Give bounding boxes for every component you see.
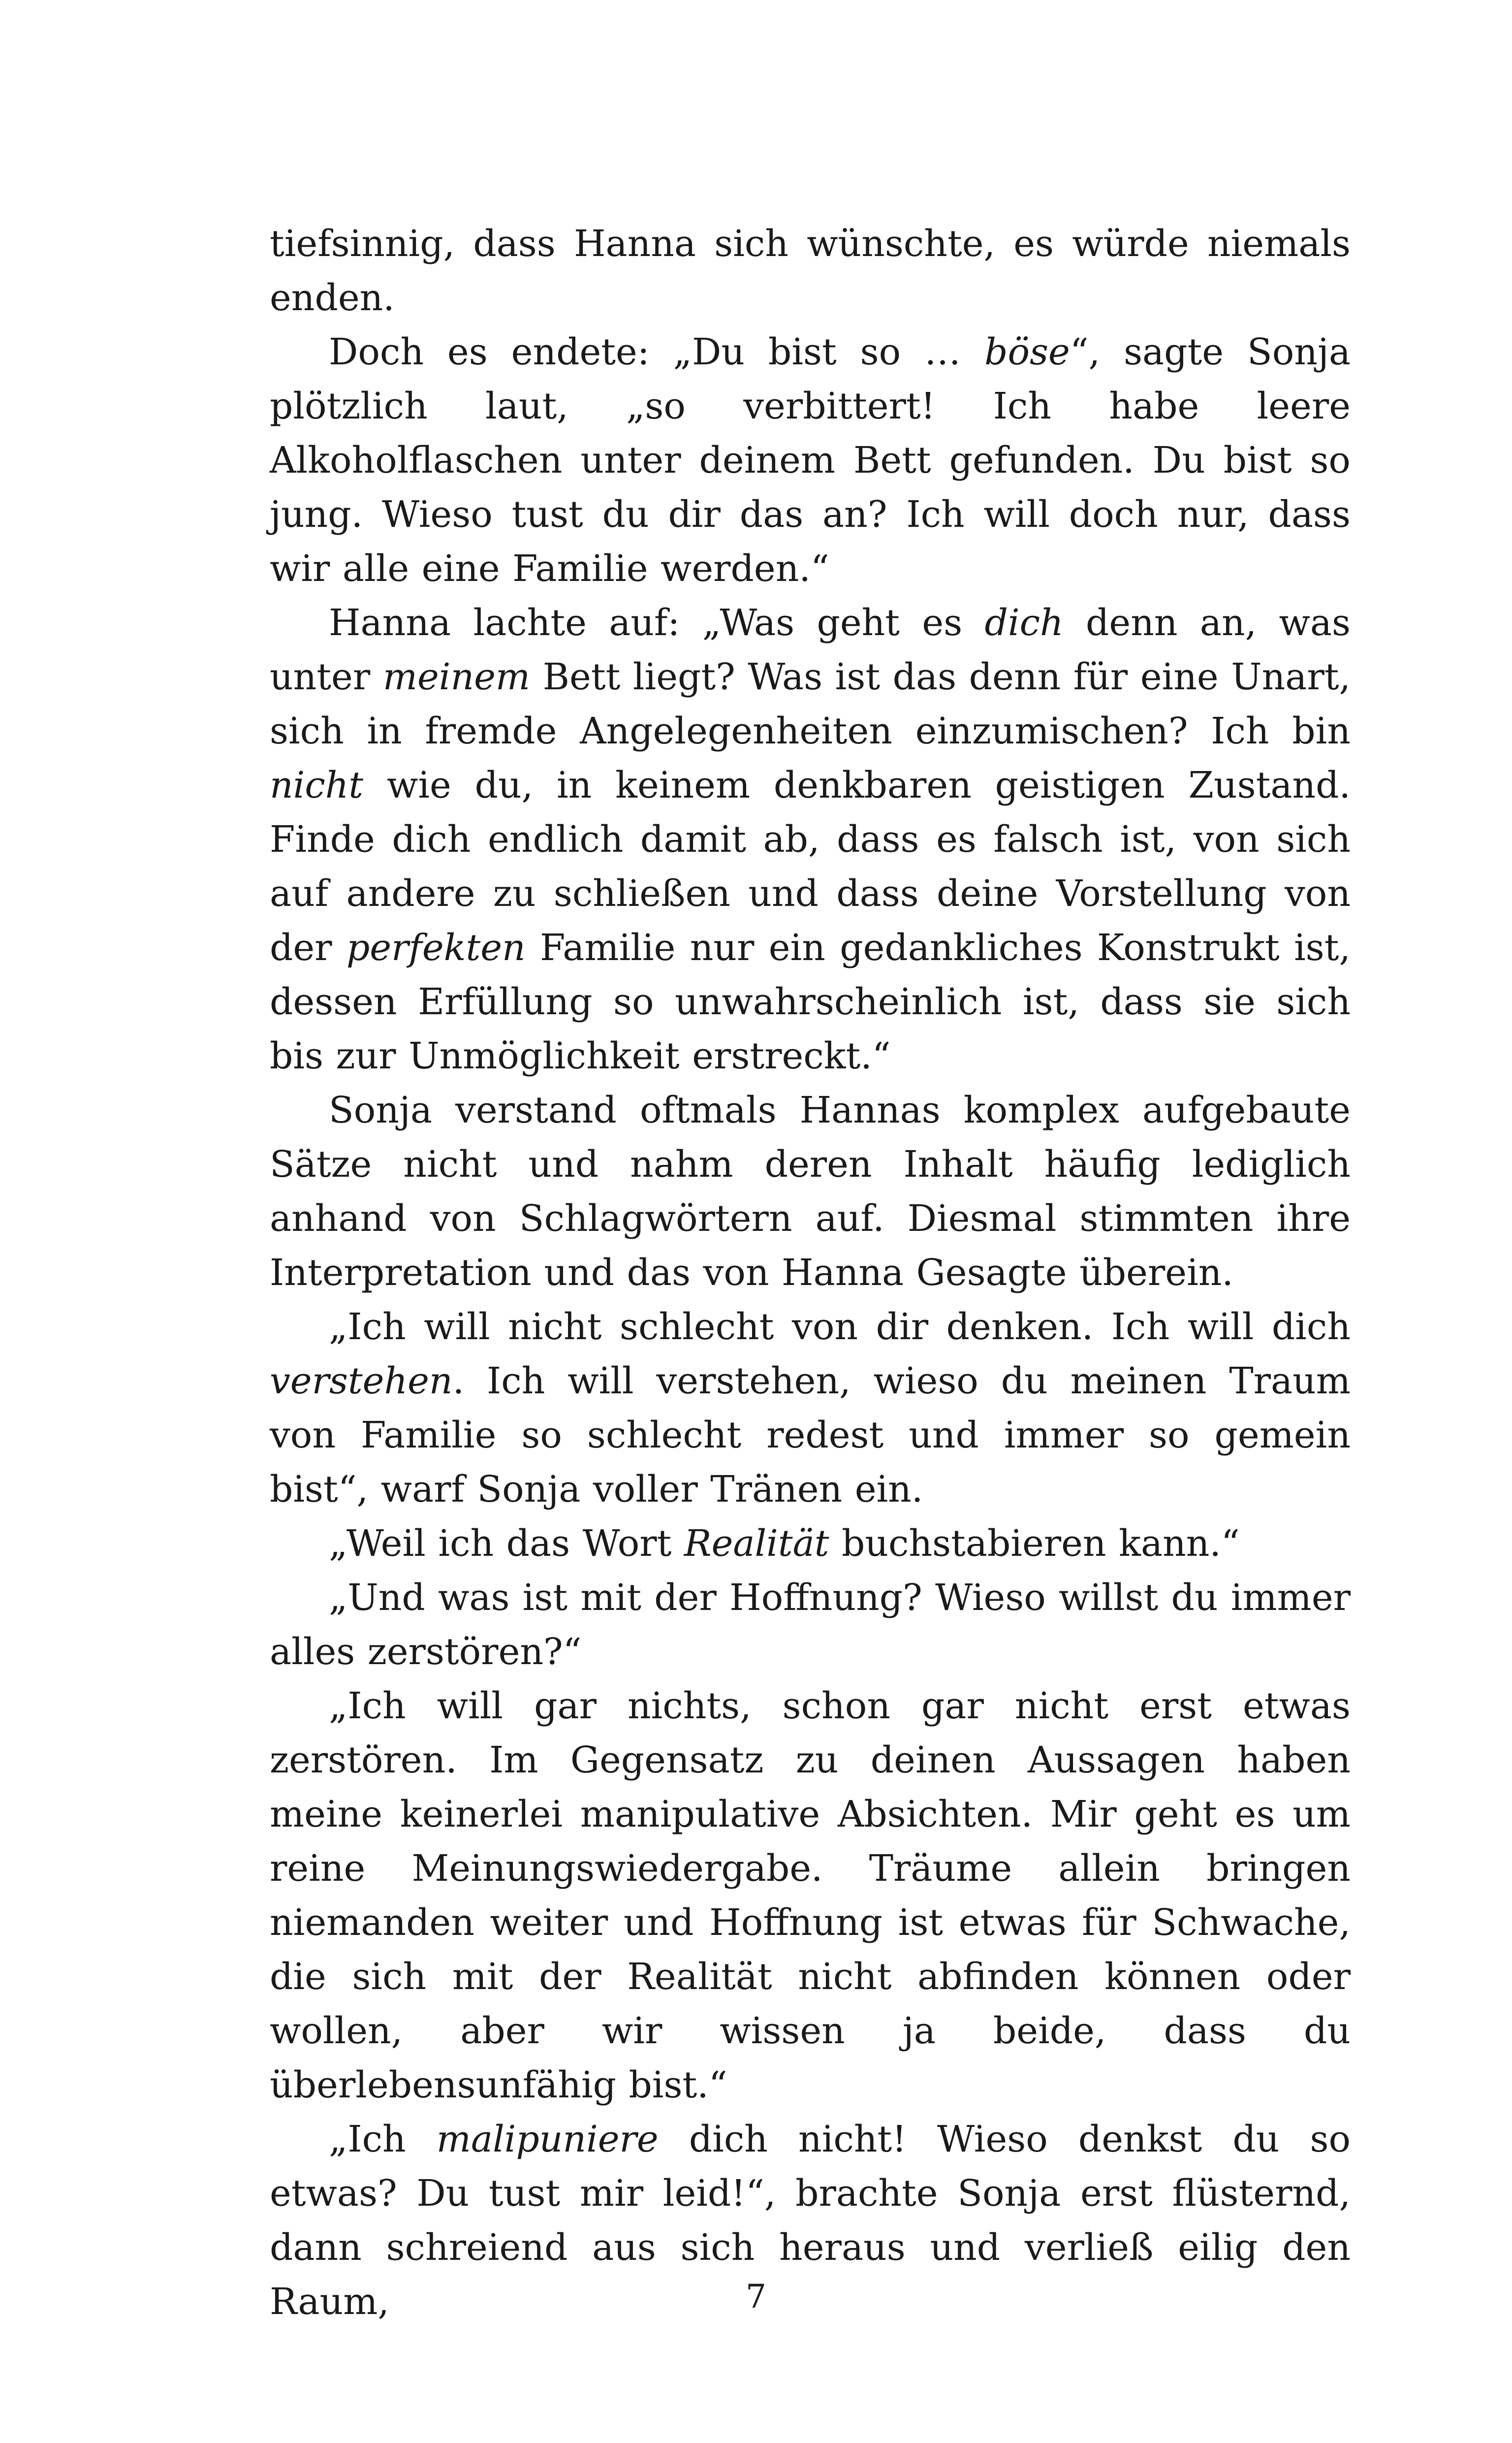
text-segment: „Und was ist mit der Hoffnung? Wieso willst du immer alles zerstören?“ — [270, 1576, 1351, 1673]
text-segment: “, sagte Sonja plötzlich laut, „so verbittert! Ich habe leere Alkoholflaschen unter deinem Bett gefunden. Du bist so jung. Wieso tust du dir das an? Ich will doch nur, dass wir alle eine Familie werden.“ — [270, 331, 1351, 590]
text-segment: Familie nur ein gedankliches Konstrukt ist, dessen Erfüllung so unwahrscheinlich ist, dass sie sich bis zur Unmöglichkeit erstreckt.“ — [270, 927, 1351, 1077]
paragraph — [270, 1300, 1351, 1516]
text-segment: „Ich will nicht schlecht von dir denken. Ich will dich — [329, 1306, 1351, 1348]
text-segment: „Ich — [329, 2118, 437, 2160]
paragraph — [270, 1571, 1351, 1679]
text-segment: tiefsinnig, dass Hanna sich wünschte, es würde niemals enden. — [270, 223, 1351, 319]
paragraph — [270, 325, 1351, 596]
text-segment: Bett liegt? Was ist das denn für eine Unart, sich in fremde Angelegenheiten einzumischen? Ich bin — [270, 656, 1351, 752]
italic-text-segment: verstehen — [270, 1360, 453, 1402]
italic-text-segment: böse — [984, 331, 1070, 373]
paragraph — [270, 217, 1351, 325]
text-segment: dich nicht! Wieso denkst du so etwas? Du tust mir leid!“, brachte Sonja erst flüsternd, dann schreiend aus sich heraus und verließ eilig den Raum, — [270, 2118, 1351, 2323]
body-text — [270, 217, 1351, 2329]
italic-text-segment: perfekten — [346, 927, 526, 969]
text-segment: wie du, in keinem denkbaren geistigen Zustand. Finde dich endlich damit ab, dass es falsch ist, von sich auf andere zu schließen und dass deine Vorstellung von der — [270, 764, 1351, 969]
text-segment: Sonja verstand oftmals Hannas komplex aufgebaute Sätze nicht und nahm deren Inhalt häufig lediglich anhand von Schlagwörtern auf. Diesmal stimmten ihre Interpretation und das von Hanna Gesagte überein. — [270, 1089, 1351, 1294]
text-segment: Doch es endete: „Du bist so … — [329, 331, 985, 373]
text-segment: denn an, was unter — [270, 602, 1351, 698]
paragraph — [270, 1679, 1351, 2112]
italic-text-segment: dich — [984, 602, 1064, 644]
italic-text-segment: meinem — [382, 656, 531, 698]
italic-text-segment: nicht — [270, 764, 364, 806]
text-segment: buchstabieren kann.“ — [829, 1522, 1240, 1565]
italic-text-segment: malipuniere — [436, 2118, 659, 2160]
text-segment: Hanna lachte auf: „Was geht es — [329, 602, 985, 644]
text-segment: „Weil ich das Wort — [329, 1522, 684, 1565]
paragraph — [270, 1516, 1351, 1571]
paragraph — [270, 1083, 1351, 1300]
text-segment: „Ich will gar nichts, schon gar nicht erst etwas zerstören. Im Gegensatz zu deinen Aussagen haben meine keinerlei manipulative Absichten. Mir geht es um reine Meinungswiedergabe. Träume allein bringen niemanden weiter und Hoffnung ist etwas für Schwache, die sich mit der Realität nicht abfinden können oder wollen, aber wir wissen ja beide, dass du überlebensunfähig bist.“ — [270, 1685, 1351, 2106]
italic-text-segment: Realität — [684, 1522, 829, 1565]
text-segment: . Ich will verstehen, wieso du meinen Traum von Familie so schlecht redest und immer so gemein bist“, warf Sonja voller Tränen ein. — [270, 1360, 1351, 1511]
page-number: 7 — [746, 2278, 766, 2315]
paragraph — [270, 596, 1351, 1083]
